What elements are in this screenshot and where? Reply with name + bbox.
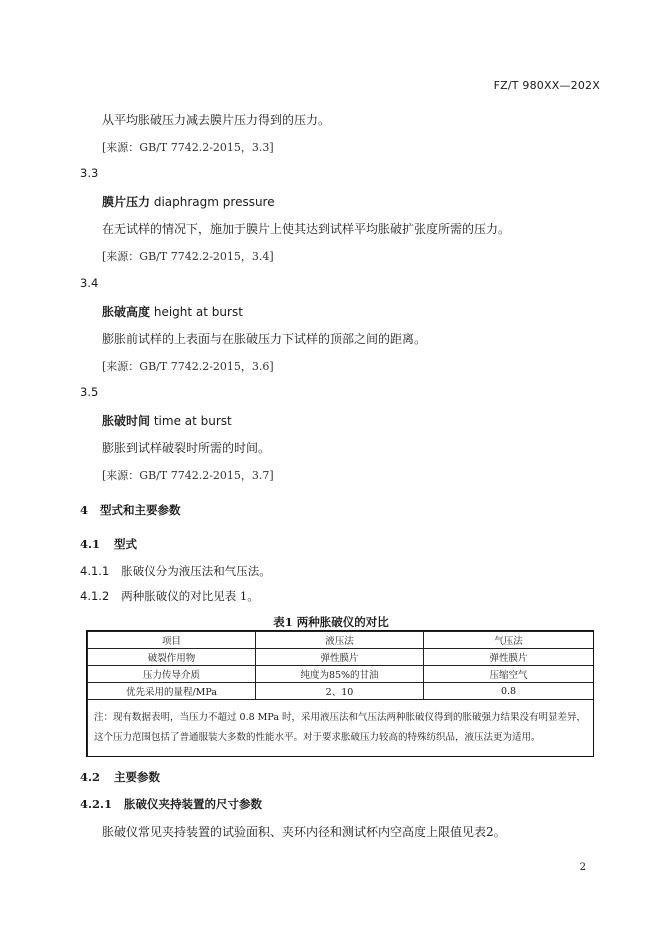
table-cell: 优先采用的量程/MPa (88, 683, 256, 700)
term-title-3-4 (102, 303, 243, 320)
section-4-1-heading (80, 536, 137, 552)
term-title-en: diaphragm pressure (153, 195, 275, 209)
table-cell: 压缩空气 (424, 666, 594, 683)
term-definition-3-4: 膨胀前试样的上表面与在胀破压力下试样的顶部之间的距离。 (102, 332, 427, 346)
section-4-2-1-heading (80, 796, 262, 812)
table-note: 注：现有数据表明，当压力不超过 0.8 MPa 时，采用液压法和气压法两种胀破仪得到的胀破强力结果没有明显差异，这个压力范围包括了普通服装大多数的性能水平。对于要求胀破压力较高的特殊纺织品，液压法更为适用。 (88, 700, 594, 757)
term-definition-3-5: 膨胀到试样破裂时所需的时间。 (102, 441, 271, 455)
table-row (88, 683, 594, 700)
table-row (88, 666, 594, 683)
term-number-3-5: 3.5 (80, 385, 99, 399)
intro-source: [来源：GB/T 7742.2-2015，3.3] (102, 141, 274, 154)
table-cell: 弹性膜片 (424, 649, 594, 666)
page-number: 2 (579, 862, 586, 873)
table-1-caption: 表1 两种胀破仪的对比 (273, 615, 389, 629)
term-title-en: time at burst (153, 414, 232, 428)
clause-number: 4.1.1 (80, 564, 110, 578)
term-title-cn: 胀破高度 (102, 305, 151, 319)
term-title-3-5 (102, 412, 232, 429)
table-header-cell: 项目 (88, 632, 256, 649)
term-title-en: height at burst (153, 305, 243, 319)
clause-text: 两种胀破仪的对比见表 1。 (121, 589, 259, 603)
clause-text: 胀破仪分为液压法和气压法。 (121, 564, 271, 578)
table-1 (87, 631, 594, 757)
table-cell: 0.8 (424, 683, 594, 700)
term-title-cn: 胀破时间 (102, 414, 151, 428)
intro-definition: 从平均胀破压力减去膜片压力得到的压力。 (102, 113, 331, 127)
section-title: 型式 (114, 537, 138, 551)
term-title-3-3 (102, 193, 275, 210)
table-header-row (88, 632, 594, 649)
table-row (88, 649, 594, 666)
term-number-3-3: 3.3 (80, 166, 99, 180)
section-title: 型式和主要参数 (100, 503, 181, 517)
section-number: 4.1 (80, 537, 101, 551)
term-source-3-4: [来源：GB/T 7742.2-2015，3.6] (102, 360, 274, 373)
table-cell: 压力传导介质 (88, 666, 256, 683)
section-number: 4.2.1 (80, 797, 113, 811)
section-number: 4.2 (80, 770, 101, 784)
table-cell: 2、10 (256, 683, 424, 700)
term-number-3-4: 3.4 (80, 276, 99, 290)
section-4-heading (80, 502, 181, 518)
table-cell: 纯度为85%的甘油 (256, 666, 424, 683)
term-title-cn: 膜片压力 (102, 195, 151, 209)
table-header-cell: 液压法 (256, 632, 424, 649)
term-definition-3-3: 在无试样的情况下，施加于膜片上使其达到试样平均胀破扩张度所需的压力。 (102, 222, 511, 236)
section-4-2-heading (80, 769, 160, 785)
section-title: 主要参数 (114, 770, 161, 784)
clause-4-1-1 (80, 563, 271, 579)
table-note-row (88, 700, 594, 757)
table-header-cell: 气压法 (424, 632, 594, 649)
table-cell: 弹性膜片 (256, 649, 424, 666)
term-source-3-3: [来源：GB/T 7742.2-2015，3.4] (102, 250, 274, 263)
section-number: 4 (80, 503, 89, 517)
section-title: 胀破仪夹持装置的尺寸参数 (124, 797, 263, 811)
clause-4-2-1-text: 胀破仪常见夹持装置的试验面积、夹环内径和测试杯内空高度上限值见表2。 (102, 825, 506, 839)
table-cell: 破裂作用物 (88, 649, 256, 666)
term-source-3-5: [来源：GB/T 7742.2-2015，3.7] (102, 469, 274, 482)
standard-code-header: FZ/T 980XX—202X (493, 79, 600, 92)
clause-4-1-2 (80, 588, 259, 604)
clause-number: 4.1.2 (80, 589, 110, 603)
